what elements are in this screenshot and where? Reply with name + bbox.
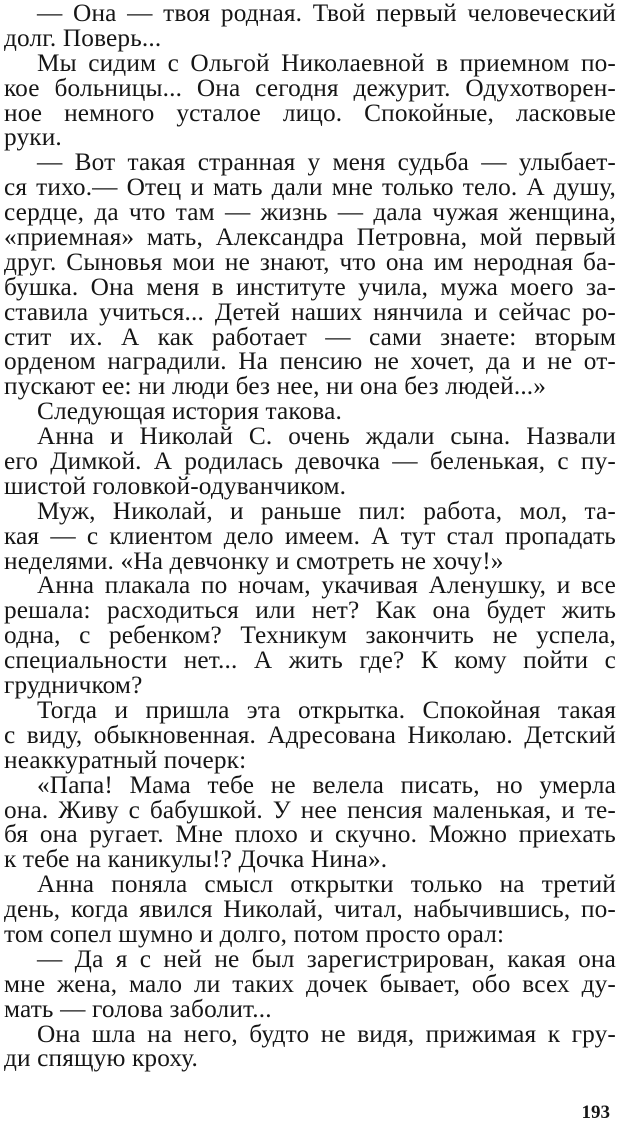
text-line: мать — голова заболит... bbox=[4, 994, 272, 1023]
text-line: она. Живу с бабушкой. У нее пенсия маленькая, и те- bbox=[4, 795, 616, 824]
text-line: мне жена, мало ли таких дочек бывает, обо всех ду- bbox=[4, 969, 616, 998]
paragraph bbox=[4, 424, 616, 499]
page-number: 193 bbox=[581, 1102, 610, 1123]
text-line: ся тихо.— Отец и мать дали мне только тело. А душу, bbox=[4, 173, 616, 202]
text-line: пускают ее: ни люди без нее, ни она без людей...» bbox=[4, 372, 547, 401]
paragraph bbox=[4, 770, 616, 874]
text-line: ди спящую кроху. bbox=[4, 1044, 198, 1073]
text-line: ставила учиться... Детей наших нянчила и сейчас ро- bbox=[4, 297, 616, 326]
paragraph bbox=[4, 150, 616, 399]
text-line: Тогда и пришла эта открытка. Спокойная такая bbox=[37, 695, 616, 724]
paragraph bbox=[4, 399, 616, 424]
text-line: специальности нет... А жить где? К кому пойти с bbox=[4, 646, 616, 675]
text-line: день, когда явился Николай, читал, набычившись, по- bbox=[4, 895, 616, 924]
text-line: грудничком? bbox=[4, 671, 143, 700]
text-line: решала: расходиться или нет? Как она будет жить bbox=[4, 596, 616, 625]
page-body-text bbox=[4, 1, 616, 1071]
text-line: — Вот такая странная у меня судьба — улыбает- bbox=[37, 148, 616, 177]
text-line: Анна и Николай С. очень ждали сына. Назвали bbox=[37, 422, 616, 451]
text-line: орденом наградили. На пенсию не хочет, да и не от- bbox=[4, 347, 616, 376]
text-line: Следующая история такова. bbox=[37, 397, 342, 426]
text-line: кая — с клиентом дело имеем. А тут стал пропадать bbox=[4, 521, 616, 550]
paragraph bbox=[4, 48, 616, 152]
paragraph bbox=[4, 872, 616, 947]
paragraph bbox=[4, 1019, 616, 1073]
paragraph bbox=[4, 695, 616, 774]
text-line: «Папа! Мама тебе не велела писать, но умерла bbox=[37, 770, 616, 799]
text-line: — Она — твоя родная. Твой первый человеческий bbox=[37, 0, 616, 27]
text-line: неделями. «На девчонку и смотреть не хочу!» bbox=[4, 546, 504, 575]
paragraph bbox=[4, 944, 616, 1023]
text-line: ное немного усталое лицо. Спокойные, ласковые bbox=[4, 98, 616, 127]
text-line: к тебе на каникулы!? Дочка Нина». bbox=[4, 845, 388, 874]
text-line: стит их. А как работает — сами знаете: вторым bbox=[4, 322, 616, 351]
text-line: одна, с ребенком? Техникум закончить не успела, bbox=[4, 621, 616, 650]
paragraph bbox=[4, 1, 616, 51]
text-line: сердце, да что там — жизнь — дала чужая женщина, bbox=[4, 198, 616, 227]
text-line: его Димкой. А родилась девочка — беленькая, с пу- bbox=[4, 447, 616, 476]
paragraph bbox=[4, 496, 616, 575]
text-line: бя она ругает. Мне плохо и скучно. Можно приехать bbox=[4, 820, 616, 849]
text-line: с виду, обыкновенная. Адресована Николаю. Детский bbox=[4, 720, 616, 749]
text-line: Анна плакала по ночам, укачивая Аленушку, и все bbox=[37, 571, 616, 600]
text-line: «приемная» мать, Александра Петровна, мой первый bbox=[4, 223, 616, 252]
text-line: шистой головкой-одуванчиком. bbox=[4, 471, 347, 500]
text-line: руки. bbox=[4, 123, 62, 152]
text-line: Анна поняла смысл открытки только на третий bbox=[37, 870, 616, 899]
text-line: том сопел шумно и долго, потом просто орал: bbox=[4, 919, 505, 948]
text-line: — Да я с ней не был зарегистрирован, какая она bbox=[37, 944, 616, 973]
text-line: неаккуратный почерк: bbox=[4, 745, 247, 774]
text-line: долг. Поверь... bbox=[4, 23, 162, 52]
text-line: друг. Сыновья мои не знают, что она им неродная ба- bbox=[4, 247, 616, 276]
text-line: кое больницы... Она сегодня дежурит. Одухотворен- bbox=[4, 73, 616, 102]
paragraph bbox=[4, 571, 616, 700]
text-line: бушка. Она меня в институте учила, мужа моего за- bbox=[4, 272, 616, 301]
text-line: Муж, Николай, и раньше пил: работа, мол, та- bbox=[37, 496, 616, 525]
text-line: Мы сидим с Ольгой Николаевной в приемном по- bbox=[37, 48, 616, 77]
text-line: Она шла на него, будто не видя, прижимая к гру- bbox=[37, 1019, 616, 1048]
